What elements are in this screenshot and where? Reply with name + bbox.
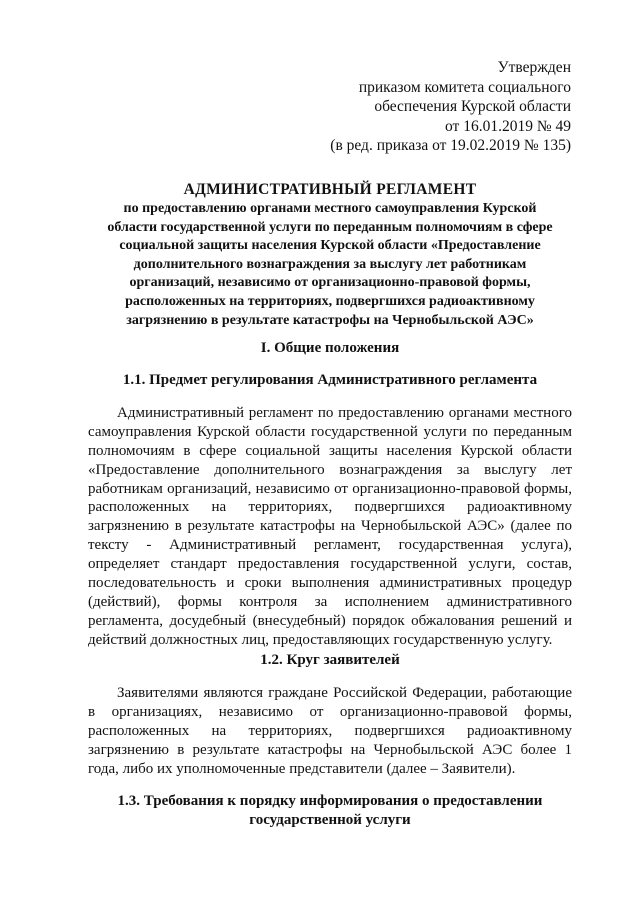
title-line: дополнительного вознаграждения за выслугу лет работникам	[133, 256, 527, 272]
heading-line: государственной услуги	[249, 812, 411, 828]
paragraph-line: расположенных на территориях, подвергшихся радиоактивному	[88, 722, 572, 739]
paragraph-line: тексту - Административный регламент, государственная услуга),	[88, 537, 572, 554]
paragraph-line: «Предоставление дополнительного вознаграждения за выслугу лет	[88, 461, 572, 478]
title-line: социальной защиты населения Курской области «Предоставление	[119, 238, 541, 254]
paragraph-line: (действий), формы контроля за исполнением административного	[88, 593, 572, 610]
applicants-paragraph	[88, 684, 572, 778]
paragraph-line: загрязнению в результате катастрофы на Чернобыльской АЭС более 1	[88, 741, 572, 758]
paragraph-line: самоуправления Курской области государственной услуги по переданным	[88, 423, 572, 440]
section-heading-subject: 1.1. Предмет регулирования Административного регламента	[122, 372, 538, 388]
section-heading-general: I. Общие положения	[260, 340, 400, 356]
approval-line: от 16.01.2019 № 49	[445, 117, 571, 135]
paragraph-line: расположенных на территориях, подвергшихся радиоактивному	[88, 499, 572, 516]
approval-stamp	[330, 58, 571, 156]
subject-paragraph	[88, 404, 572, 650]
title-line: загрязнению в результате катастрофы на Чернобыльской АЭС»	[126, 312, 534, 328]
paragraph-line: действий должностных лиц, предоставляющих государственную услугу.	[88, 631, 553, 648]
paragraph-line: последовательность и сроки выполнения административных процедур	[88, 575, 572, 592]
paragraph-line: загрязнению в результате катастрофы на Чернобыльской АЭС» (далее по	[88, 518, 572, 535]
document-title	[88, 180, 572, 330]
approval-line: Утвержден	[497, 59, 571, 76]
approval-line: обеспечения Курской области	[374, 98, 571, 115]
title-line: области государственной услуги по переданным полномочиям в сфере	[107, 219, 553, 235]
heading-line: 1.3. Требования к порядку информирования о предоставлении	[117, 793, 543, 809]
section-heading-applicants: 1.2. Круг заявителей	[260, 652, 400, 668]
approval-line: (в ред. приказа от 19.02.2019 № 135)	[330, 137, 571, 154]
paragraph-line: в организациях, независимо от организационно-правовой формы,	[88, 703, 572, 720]
section-heading-requirements	[88, 792, 572, 830]
title-main: АДМИНИСТРАТИВНЫЙ РЕГЛАМЕНТ	[183, 181, 477, 198]
paragraph-line: полномочиям в сфере социальной защиты населения Курской области	[88, 442, 572, 459]
paragraph-line: года, либо их уполномоченные представители (далее – Заявители).	[88, 760, 516, 777]
title-line: организаций, независимо от организационно-правовой формы,	[129, 275, 531, 291]
title-line: по предоставлению органами местного самоуправления Курской	[123, 201, 537, 216]
paragraph-line: Заявителями являются граждане Российской Федерации, работающие	[117, 685, 572, 701]
paragraph-line: определяет стандарт предоставления государственной услуги, состав,	[88, 556, 572, 573]
title-line: расположенных на территориях, подвергшихся радиоактивному	[125, 293, 535, 309]
paragraph-line: Административный регламент по предоставлению органами местного	[117, 405, 572, 421]
paragraph-line: регламента, досудебный (внесудебный) порядок обжалования решений и	[88, 612, 572, 629]
approval-line: приказом комитета социального	[358, 78, 571, 96]
paragraph-line: работникам организаций, независимо от организационно-правовой формы,	[88, 480, 572, 497]
title-subtitle	[88, 200, 572, 330]
